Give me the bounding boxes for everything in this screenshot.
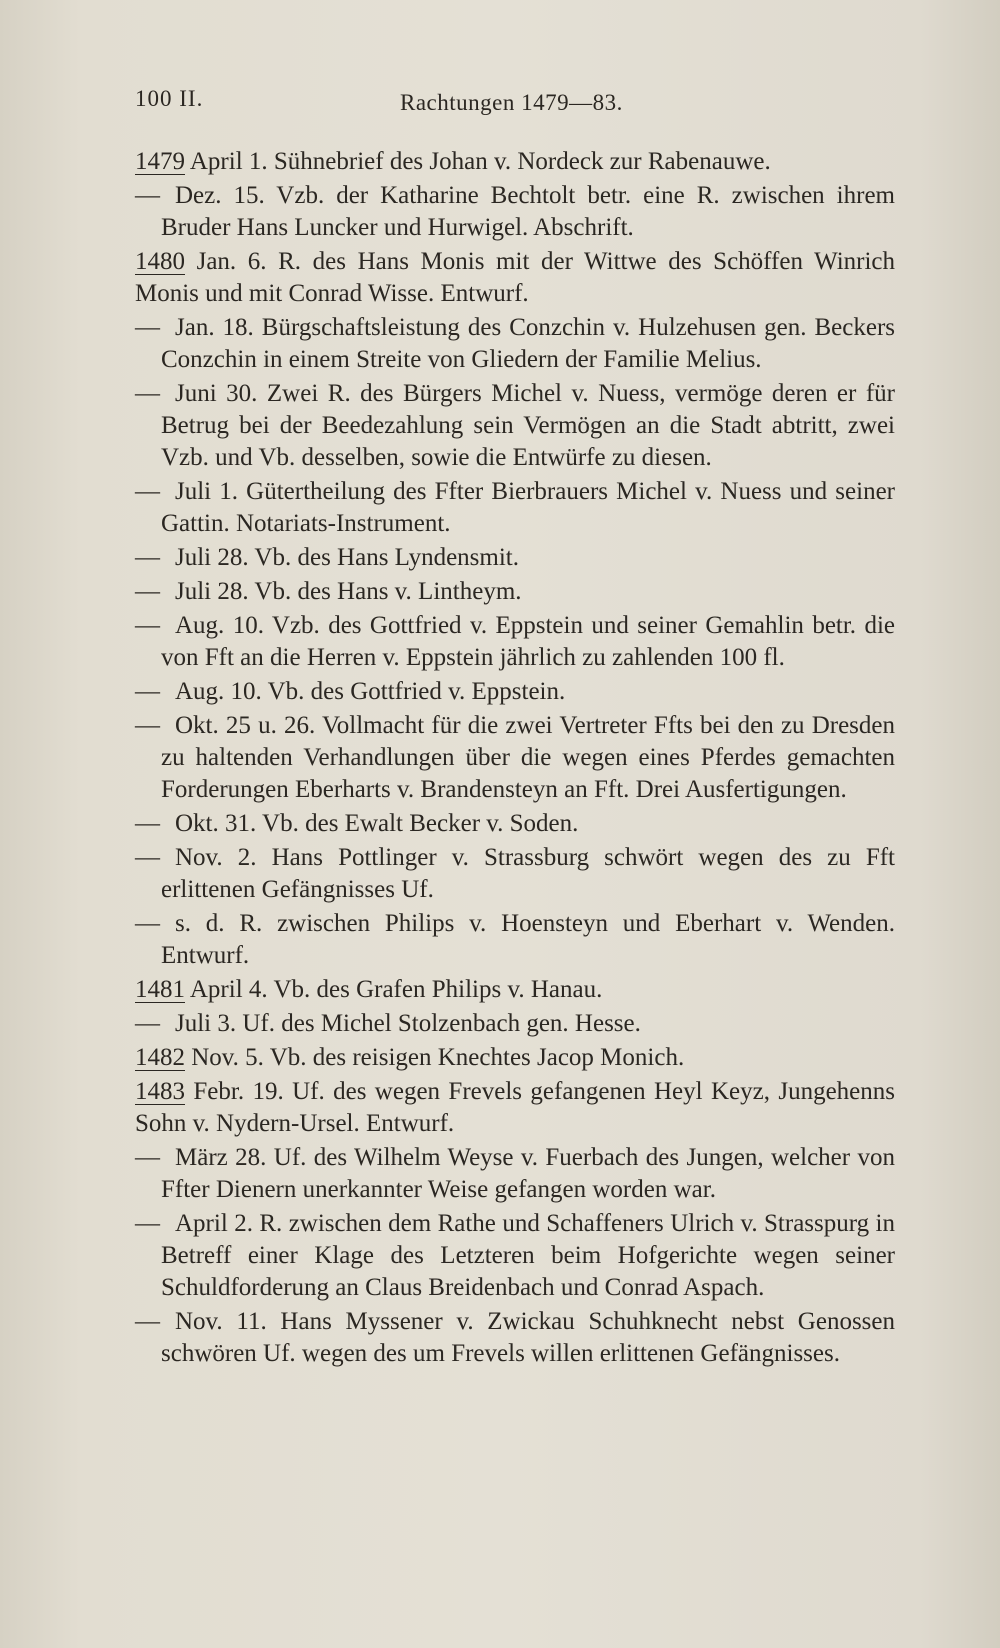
register-entry: [115, 542, 895, 574]
entry-text: Febr. 19. Uf. des wegen Frevels gefangenen Heyl Keyz, Jungehenns Sohn v. Nydern-Ursel. Entwurf.: [135, 1078, 896, 1137]
entry-text: Okt. 31. Vb. des Ewalt Becker v. Soden.: [175, 810, 579, 837]
register-entry: [115, 1008, 895, 1040]
entry-text: s. d. R. zwischen Philips v. Hoensteyn und Eberhart v. Wenden. Entwurf.: [161, 910, 895, 969]
entry-dash: —: [135, 810, 160, 837]
register-entry: [115, 180, 895, 244]
page-number: 100 II.: [135, 86, 204, 111]
entry-text: Jan. 6. R. des Hans Monis mit der Wittwe des Schöffen Winrich Monis und mit Conrad Wisse. Entwurf.: [135, 248, 896, 307]
running-header: [135, 86, 895, 126]
entry-dash: —: [135, 314, 160, 341]
entry-text: Nov. 2. Hans Pottlinger v. Strassburg schwört wegen des zu Fft erlittenen Gefängnisses Uf.: [161, 844, 895, 903]
entry-year: 1483: [135, 1078, 185, 1105]
entry-dash: —: [135, 678, 160, 705]
register-entry: [115, 974, 895, 1006]
entry-text: April 1. Sühnebrief des Johan v. Nordeck zur Rabenauwe.: [189, 148, 771, 175]
entry-dash: —: [135, 1010, 160, 1037]
entry-dash: —: [135, 612, 160, 639]
entry-text: Jan. 18. Bürgschaftsleistung des Conzchin v. Hulzehusen gen. Beckers Conzchin in einem Streite von Gliedern der Familie Melius.: [161, 314, 895, 373]
register-entry: [115, 576, 895, 608]
entry-dash: —: [135, 844, 160, 871]
entry-dash: —: [135, 1308, 160, 1335]
entry-text: Nov. 5. Vb. des reisigen Knechtes Jacop Monich.: [191, 1044, 685, 1071]
entry-dash: —: [135, 478, 160, 505]
entry-dash: —: [135, 544, 160, 571]
entry-text: Juli 28. Vb. des Hans Lyndensmit.: [175, 544, 519, 571]
entry-text: Aug. 10. Vzb. des Gottfried v. Eppstein und seiner Gemahlin betr. die von Fft an die Herren v. Eppstein jährlich zu zahlenden 100 fl.: [161, 612, 895, 671]
register-entry: [115, 1042, 895, 1074]
entry-dash: —: [135, 578, 160, 605]
register-entry: [115, 312, 895, 376]
entry-year: 1482: [135, 1044, 185, 1071]
register-entry: [115, 676, 895, 708]
entry-year: 1481: [135, 976, 185, 1003]
register-entry: [115, 1142, 895, 1206]
register-entry: [115, 842, 895, 906]
register-entry: [115, 378, 895, 474]
register-entry: [115, 710, 895, 806]
register-entry: [115, 610, 895, 674]
entry-list: [115, 146, 895, 1372]
entry-text: Juni 30. Zwei R. des Bürgers Michel v. Nuess, vermöge deren er für Betrug bei der Beedezahlung sein Vermögen an die Stadt abtritt, zwei Vzb. und Vb. desselben, sowie die Entwürfe zu diesen.: [161, 380, 895, 471]
entry-text: Aug. 10. Vb. des Gottfried v. Eppstein.: [175, 678, 566, 705]
entry-text: Juli 3. Uf. des Michel Stolzenbach gen. Hesse.: [175, 1010, 641, 1037]
entry-year: 1479: [135, 148, 185, 175]
entry-dash: —: [135, 1144, 160, 1171]
register-entry: [115, 146, 895, 178]
running-title: Rachtungen 1479—83.: [400, 90, 623, 115]
entry-dash: —: [135, 182, 160, 209]
register-entry: [115, 908, 895, 972]
entry-text: Juli 28. Vb. des Hans v. Lintheym.: [175, 578, 522, 605]
entry-dash: —: [135, 712, 160, 739]
entry-text: April 2. R. zwischen dem Rathe und Schaffeners Ulrich v. Strasspurg in Betreff einer Klage des Letzteren beim Hofgerichte wegen seiner Schuldforderung an Claus Breidenbach und Conrad Aspach.: [161, 1210, 895, 1301]
register-entry: [115, 1208, 895, 1304]
entry-text: Nov. 11. Hans Myssener v. Zwickau Schuhknecht nebst Genossen schwören Uf. wegen des um Frevels willen erlittenen Gefängnisses.: [161, 1308, 895, 1367]
entry-dash: —: [135, 910, 160, 937]
register-entry: [115, 808, 895, 840]
entry-text: Dez. 15. Vzb. der Katharine Bechtolt betr. eine R. zwischen ihrem Bruder Hans Luncker und Hurwigel. Abschrift.: [161, 182, 895, 241]
register-entry: [115, 1076, 895, 1140]
entry-text: April 4. Vb. des Grafen Philips v. Hanau.: [189, 976, 603, 1003]
entry-dash: —: [135, 1210, 160, 1237]
entry-text: Okt. 25 u. 26. Vollmacht für die zwei Vertreter Ffts bei den zu Dresden zu haltenden Verhandlungen über die wegen eines Pferdes gemachten Forderungen Eberharts v. Brandensteyn an Fft. Drei Ausfertigungen.: [161, 712, 895, 803]
register-entry: [115, 476, 895, 540]
entry-text: Juli 1. Gütertheilung des Ffter Bierbrauers Michel v. Nuess und seiner Gattin. Notariats-Instrument.: [161, 478, 895, 537]
entry-text: März 28. Uf. des Wilhelm Weyse v. Fuerbach des Jungen, welcher von Ffter Dienern unerkannter Weise gefangen worden war.: [161, 1144, 895, 1203]
entry-year: 1480: [135, 248, 185, 275]
register-entry: [115, 1306, 895, 1370]
register-entry: [115, 246, 895, 310]
entry-dash: —: [135, 380, 160, 407]
